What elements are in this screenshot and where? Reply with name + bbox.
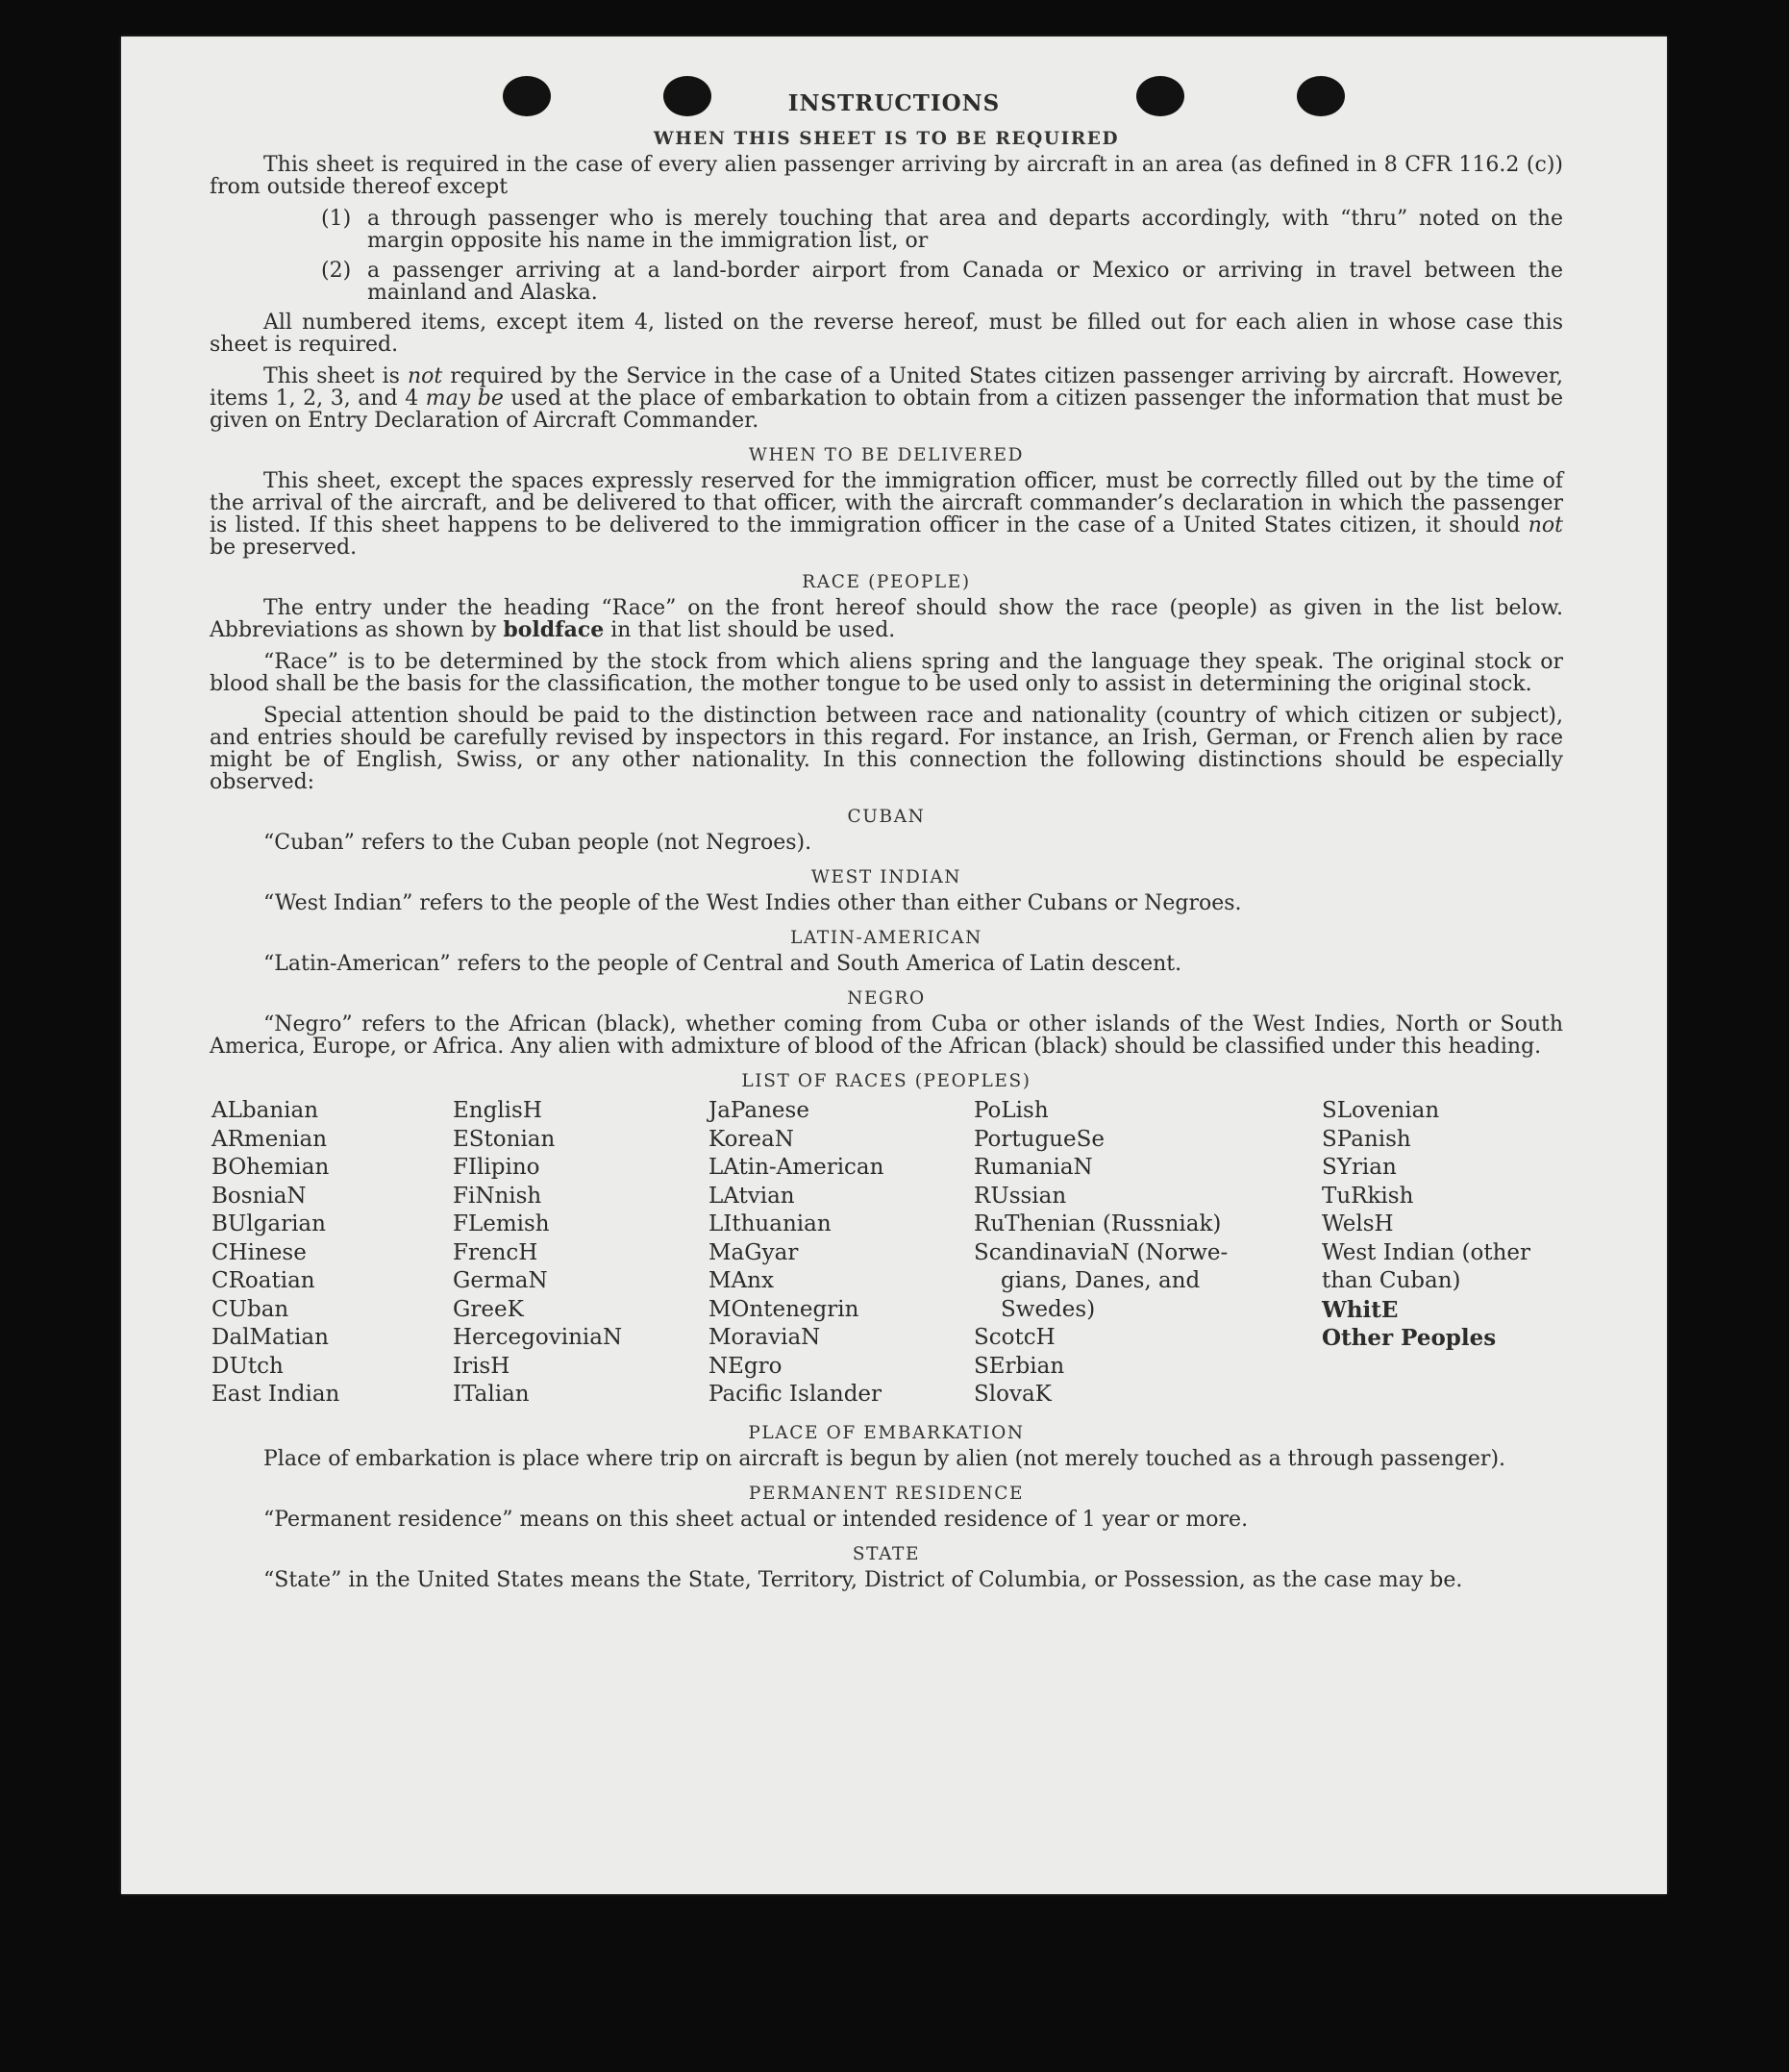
race-entry: MoraviaN bbox=[708, 1325, 821, 1350]
list-item-text: a through passenger who is merely touching that area and departs accordingly, with “thru” noted on the margin opposite his name in the immigration list, or bbox=[367, 207, 1563, 253]
race-entry: ALbanian bbox=[211, 1098, 319, 1123]
race-entry: DalMatian bbox=[211, 1325, 329, 1350]
race-entry: SYrian bbox=[1322, 1155, 1397, 1180]
races-column bbox=[1322, 1097, 1562, 1410]
race-entry: RuThenian (Russniak) bbox=[974, 1211, 1222, 1236]
document-page bbox=[121, 37, 1667, 1894]
paragraph: “Cuban” refers to the Cuban people (not Negroes). bbox=[263, 831, 812, 855]
race-entry: CUban bbox=[211, 1296, 289, 1322]
race-entry: RumaniaN bbox=[974, 1155, 1093, 1180]
section-heading-state: STATE bbox=[852, 1543, 921, 1564]
race-entry: LAtin-American bbox=[708, 1155, 884, 1180]
list-item-text: a passenger arriving at a land-border airport from Canada or Mexico or arriving in travel between the mainland and Alaska. bbox=[367, 259, 1563, 305]
races-column bbox=[211, 1097, 453, 1410]
text-span: used at the place of embarkation to obtain from a citizen passenger the information that must be given on Entry Declaration of Aircraft Commander. bbox=[210, 387, 1563, 433]
races-column bbox=[974, 1097, 1322, 1410]
race-entry: FrencH bbox=[453, 1239, 538, 1265]
race-entry: Pacific Islander bbox=[708, 1382, 882, 1407]
text-span: This sheet is bbox=[263, 364, 408, 388]
race-entry: FIlipino bbox=[453, 1155, 540, 1180]
paragraph: “Negro” refers to the African (black), whether coming from Cuba or other islands of the West Indies, North or South America, Europe, or Africa. Any alien with admixture of blood of the African (black) should be classified under this heading. bbox=[210, 1012, 1563, 1059]
paragraph: Special attention should be paid to the distinction between race and nationality (country of which citizen or subject), and entries should be carefully revised by inspectors in this regard. For instance, an Irish, German, or French alien by race might be of English, Swiss, or any other nationality. In this connection the following distinctions should be especially observed: bbox=[210, 704, 1563, 794]
paragraph bbox=[210, 597, 1563, 641]
section-heading-embarkation: PLACE OF EMBARKATION bbox=[748, 1422, 1025, 1443]
race-entry: BOhemian bbox=[211, 1155, 330, 1180]
section-heading-west-indian: WEST INDIAN bbox=[810, 867, 962, 887]
race-entry: West Indian (other bbox=[1322, 1239, 1531, 1265]
races-column bbox=[453, 1097, 708, 1410]
race-entry: Other Peoples bbox=[1322, 1325, 1497, 1351]
race-entry: HercegoviniaN bbox=[453, 1325, 623, 1350]
list-item-number: (1) bbox=[321, 207, 352, 231]
race-entry: BUlgarian bbox=[211, 1211, 326, 1236]
italic-text: not bbox=[1528, 513, 1563, 537]
italic-text: may be bbox=[425, 387, 504, 411]
race-entry: IrisH bbox=[453, 1353, 510, 1379]
race-entry: EnglisH bbox=[453, 1098, 542, 1123]
list-item bbox=[210, 260, 1563, 304]
paragraph: “West Indian” refers to the people of the West Indies other than either Cubans or Negroes. bbox=[263, 891, 1242, 915]
race-entry: EStonian bbox=[453, 1126, 556, 1152]
race-entry: NEgro bbox=[708, 1353, 783, 1379]
race-entry-continued: than Cuban) bbox=[1322, 1268, 1461, 1293]
race-entry: PortugueSe bbox=[974, 1126, 1105, 1152]
race-entry: ScandinaviaN (Norwe- bbox=[974, 1239, 1229, 1265]
paragraph: “Permanent residence” means on this sheet actual or intended residence of 1 year or more. bbox=[263, 1507, 1249, 1532]
race-entry: ScotcH bbox=[974, 1325, 1056, 1350]
race-entry: SErbian bbox=[974, 1353, 1065, 1379]
races-list bbox=[211, 1097, 1563, 1410]
race-entry: KoreaN bbox=[708, 1126, 794, 1152]
text-span: required by the Service in the case of a United States citizen passenger arriving by aircraft. However, items 1, 2, 3, and 4 bbox=[210, 364, 1563, 411]
race-entry: East Indian bbox=[211, 1382, 340, 1407]
text-span: The entry under the heading “Race” on the front hereof should show the race (people) as given in the list below. Abbreviations as shown by bbox=[210, 596, 1563, 642]
race-entry: CHinese bbox=[211, 1239, 307, 1265]
text-span: be preserved. bbox=[210, 536, 358, 560]
race-entry: SLovenian bbox=[1322, 1098, 1440, 1123]
paragraph: “Latin-American” refers to the people of Central and South America of Latin descent. bbox=[263, 952, 1182, 976]
list-item bbox=[210, 208, 1563, 252]
race-entry: LAtvian bbox=[708, 1183, 795, 1209]
race-entry: GreeK bbox=[453, 1296, 524, 1322]
race-entry: FiNnish bbox=[453, 1183, 542, 1209]
race-entry: LIthuanian bbox=[708, 1211, 832, 1236]
race-entry: WhitE bbox=[1322, 1296, 1399, 1323]
race-entry: BosniaN bbox=[211, 1183, 307, 1209]
race-entry: SPanish bbox=[1322, 1126, 1411, 1152]
section-heading-latin-american: LATIN-AMERICAN bbox=[790, 928, 982, 948]
race-entry: MAnx bbox=[708, 1268, 774, 1293]
paragraph: “Race” is to be determined by the stock from which aliens spring and the language they speak. The original stock or blood shall be the basis for the classification, the mother tongue to be used only to assist in determining the original stock. bbox=[210, 650, 1563, 696]
race-entry-continued: Swedes) bbox=[1001, 1296, 1096, 1322]
paragraph bbox=[210, 470, 1563, 559]
race-entry: CRoatian bbox=[211, 1268, 315, 1293]
section-heading-race: RACE (PEOPLE) bbox=[802, 572, 971, 592]
race-entry: RUssian bbox=[974, 1183, 1067, 1209]
italic-text: not bbox=[407, 364, 443, 388]
paragraph bbox=[210, 365, 1563, 432]
race-entry: TuRkish bbox=[1322, 1183, 1414, 1209]
races-column bbox=[708, 1097, 974, 1410]
race-entry: PoLish bbox=[974, 1098, 1049, 1123]
race-entry: JaPanese bbox=[708, 1098, 809, 1123]
race-entry: SlovaK bbox=[974, 1382, 1052, 1407]
race-entry: ITalian bbox=[453, 1382, 530, 1407]
race-entry: WelsH bbox=[1322, 1211, 1394, 1236]
paragraph: “State” in the United States means the State, Territory, District of Columbia, or Possession, as the case may be. bbox=[263, 1567, 1463, 1592]
text-span: This sheet, except the spaces expressly reserved for the immigration officer, must be correctly filled out by the time of the arrival of the aircraft, and be delivered to that officer, with the aircraft commander’s declaration in which the passenger is listed. If this sheet happens to be delivered to the immigration officer in the case of a United States citizen, it should bbox=[210, 469, 1563, 537]
section-heading-delivered: WHEN TO BE DELIVERED bbox=[748, 445, 1025, 465]
section-heading-negro: NEGRO bbox=[847, 988, 926, 1009]
paragraph: This sheet is required in the case of every alien passenger arriving by aircraft in an area (as defined in 8 CFR 116.2 (c)) from outside thereof except bbox=[210, 153, 1563, 199]
section-heading-cuban: CUBAN bbox=[847, 807, 926, 827]
race-entry: MOntenegrin bbox=[708, 1296, 859, 1322]
race-entry: GermaN bbox=[453, 1268, 548, 1293]
list-item-number: (2) bbox=[321, 259, 352, 283]
race-entry-continued: gians, Danes, and bbox=[1001, 1268, 1201, 1293]
section-heading-list-of-races: LIST OF RACES (PEOPLES) bbox=[741, 1071, 1031, 1091]
race-entry: DUtch bbox=[211, 1353, 284, 1379]
text-span: in that list should be used. bbox=[604, 618, 896, 642]
race-entry: FLemish bbox=[453, 1211, 550, 1236]
section-heading-required: WHEN THIS SHEET IS TO BE REQUIRED bbox=[653, 129, 1120, 149]
bold-text: boldface bbox=[503, 617, 605, 642]
race-entry: ARmenian bbox=[211, 1126, 328, 1152]
page-title: INSTRUCTIONS bbox=[787, 90, 1001, 116]
paragraph: All numbered items, except item 4, listed on the reverse hereof, must be filled out for each alien in whose case this sheet is required. bbox=[210, 311, 1563, 357]
instructions-body bbox=[210, 129, 1563, 1601]
race-entry: MaGyar bbox=[708, 1239, 799, 1265]
paragraph: Place of embarkation is place where trip on aircraft is begun by alien (not merely touched as a through passenger). bbox=[263, 1446, 1506, 1471]
section-heading-residence: PERMANENT RESIDENCE bbox=[748, 1483, 1025, 1504]
